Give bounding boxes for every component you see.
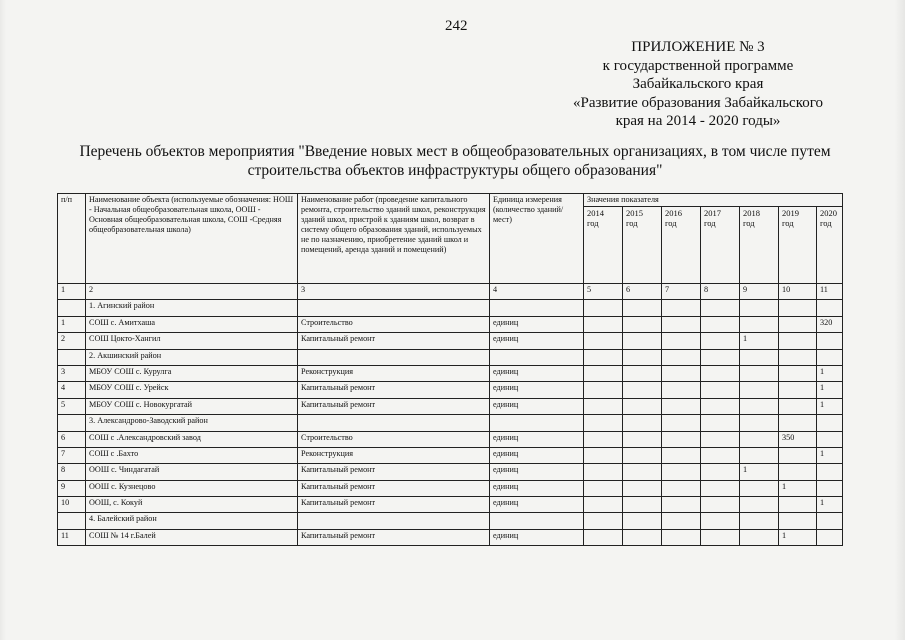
empty-cell xyxy=(817,349,843,365)
empty-cell xyxy=(740,300,779,316)
empty-cell xyxy=(490,513,584,529)
value-cell xyxy=(740,431,779,447)
row-number: 11 xyxy=(58,529,86,545)
empty-cell xyxy=(662,513,701,529)
value-cell xyxy=(584,497,623,513)
row-number: 2 xyxy=(58,333,86,349)
empty-cell xyxy=(662,349,701,365)
object-name: МБОУ СОШ с. Новокургатай xyxy=(86,398,298,414)
unit-measure: единиц xyxy=(490,480,584,496)
unit-measure: единиц xyxy=(490,382,584,398)
value-cell: 1 xyxy=(817,365,843,381)
column-number-row xyxy=(58,284,843,300)
empty-cell xyxy=(701,513,740,529)
empty-cell xyxy=(584,300,623,316)
value-cell xyxy=(740,480,779,496)
empty-cell xyxy=(662,300,701,316)
row-number: 1 xyxy=(58,316,86,332)
empty-cell xyxy=(740,349,779,365)
table-row xyxy=(58,316,843,332)
value-cell xyxy=(701,398,740,414)
column-number: 10 xyxy=(779,284,817,300)
value-cell xyxy=(701,497,740,513)
value-cell xyxy=(662,431,701,447)
value-cell xyxy=(623,316,662,332)
value-cell xyxy=(662,447,701,463)
value-cell xyxy=(623,398,662,414)
empty-cell xyxy=(662,415,701,431)
value-cell xyxy=(662,333,701,349)
work-type: Реконструкция xyxy=(298,365,490,381)
header-year xyxy=(662,207,701,284)
header-year xyxy=(623,207,662,284)
row-number: 7 xyxy=(58,447,86,463)
row-number: 10 xyxy=(58,497,86,513)
value-cell: 1 xyxy=(817,497,843,513)
empty-cell xyxy=(58,349,86,365)
empty-cell xyxy=(584,349,623,365)
column-number: 1 xyxy=(58,284,86,300)
value-cell xyxy=(779,382,817,398)
value-cell xyxy=(623,431,662,447)
empty-cell xyxy=(490,349,584,365)
value-cell xyxy=(701,431,740,447)
district-row xyxy=(58,300,843,316)
value-cell xyxy=(779,316,817,332)
row-number: 9 xyxy=(58,480,86,496)
district-name: 2. Акшинский район xyxy=(86,349,298,365)
value-cell xyxy=(817,333,843,349)
year-label: год xyxy=(665,218,677,228)
header-year xyxy=(779,207,817,284)
value-cell xyxy=(662,316,701,332)
table-row xyxy=(58,497,843,513)
value-cell xyxy=(740,365,779,381)
row-number: 5 xyxy=(58,398,86,414)
table-row xyxy=(58,480,843,496)
value-cell xyxy=(623,365,662,381)
year-label: год xyxy=(587,218,599,228)
work-type: Капитальный ремонт xyxy=(298,333,490,349)
value-cell xyxy=(584,480,623,496)
district-row xyxy=(58,349,843,365)
table-body xyxy=(58,284,843,546)
year-value: 2014 xyxy=(587,208,604,218)
value-cell xyxy=(779,464,817,480)
value-cell xyxy=(584,529,623,545)
empty-cell xyxy=(817,415,843,431)
work-type: Капитальный ремонт xyxy=(298,398,490,414)
value-cell xyxy=(779,447,817,463)
value-cell xyxy=(584,447,623,463)
value-cell xyxy=(817,529,843,545)
value-cell xyxy=(701,529,740,545)
header-year xyxy=(740,207,779,284)
row-number: 6 xyxy=(58,431,86,447)
value-cell xyxy=(662,365,701,381)
empty-cell xyxy=(740,415,779,431)
work-type: Капитальный ремонт xyxy=(298,382,490,398)
year-label: год xyxy=(820,218,832,228)
appendix-line: к государственной программе xyxy=(602,57,794,74)
value-cell: 1 xyxy=(817,447,843,463)
value-cell xyxy=(779,497,817,513)
value-cell xyxy=(584,464,623,480)
work-type: Капитальный ремонт xyxy=(298,480,490,496)
value-cell: 1 xyxy=(817,382,843,398)
value-cell xyxy=(779,333,817,349)
row-number: 4 xyxy=(58,382,86,398)
column-number: 5 xyxy=(584,284,623,300)
object-name: СОШ с. Амитхаша xyxy=(86,316,298,332)
year-label: год xyxy=(743,218,755,228)
header-num: п/п xyxy=(58,194,86,284)
unit-measure: единиц xyxy=(490,464,584,480)
year-value: 2015 xyxy=(626,208,643,218)
value-cell: 1 xyxy=(779,529,817,545)
unit-measure: единиц xyxy=(490,398,584,414)
empty-cell xyxy=(490,415,584,431)
object-name: ООШ с. Кузнецово xyxy=(86,480,298,496)
work-type: Строительство xyxy=(298,316,490,332)
value-cell xyxy=(817,431,843,447)
row-number: 8 xyxy=(58,464,86,480)
empty-cell xyxy=(298,349,490,365)
empty-cell xyxy=(779,415,817,431)
value-cell xyxy=(779,365,817,381)
value-cell xyxy=(662,529,701,545)
object-name: ООШ с. Чиндагатай xyxy=(86,464,298,480)
appendix-line: «Развитие образования Забайкальского xyxy=(572,94,824,111)
object-name: СОШ с .Александровский завод xyxy=(86,431,298,447)
unit-measure: единиц xyxy=(490,316,584,332)
value-cell: 1 xyxy=(740,333,779,349)
year-value: 2020 xyxy=(820,208,837,218)
value-cell xyxy=(740,382,779,398)
object-name: МБОУ СОШ с. Курулга xyxy=(86,365,298,381)
value-cell xyxy=(817,464,843,480)
value-cell xyxy=(584,333,623,349)
empty-cell xyxy=(779,513,817,529)
year-label: год xyxy=(782,218,794,228)
value-cell: 1 xyxy=(779,480,817,496)
appendix-header xyxy=(553,38,843,131)
value-cell xyxy=(584,431,623,447)
appendix-line: края на 2014 - 2020 годы» xyxy=(615,113,781,129)
value-cell xyxy=(623,382,662,398)
empty-cell xyxy=(298,300,490,316)
work-type: Капитальный ремонт xyxy=(298,464,490,480)
object-name: ООШ, с. Кокуй xyxy=(86,497,298,513)
value-cell xyxy=(701,382,740,398)
value-cell xyxy=(701,480,740,496)
appendix-line: ПРИЛОЖЕНИЕ № 3 xyxy=(631,39,765,55)
value-cell: 320 xyxy=(817,316,843,332)
value-cell xyxy=(662,382,701,398)
empty-cell xyxy=(701,300,740,316)
table-header-row xyxy=(58,194,843,207)
work-type: Капитальный ремонт xyxy=(298,497,490,513)
empty-cell xyxy=(490,300,584,316)
value-cell xyxy=(662,464,701,480)
value-cell xyxy=(701,464,740,480)
work-type: Капитальный ремонт xyxy=(298,529,490,545)
empty-cell xyxy=(779,349,817,365)
unit-measure: единиц xyxy=(490,365,584,381)
header-year xyxy=(701,207,740,284)
header-values-group: Значения показателя xyxy=(584,194,843,207)
value-cell xyxy=(623,529,662,545)
value-cell xyxy=(740,316,779,332)
unit-measure: единиц xyxy=(490,431,584,447)
value-cell xyxy=(740,447,779,463)
appendix-line: Забайкальского края xyxy=(632,76,764,92)
value-cell: 1 xyxy=(740,464,779,480)
district-name: 1. Агинский район xyxy=(86,300,298,316)
value-cell xyxy=(584,398,623,414)
empty-cell xyxy=(58,415,86,431)
value-cell xyxy=(584,382,623,398)
unit-measure: единиц xyxy=(490,447,584,463)
value-cell xyxy=(779,398,817,414)
value-cell xyxy=(584,316,623,332)
column-number: 11 xyxy=(817,284,843,300)
empty-cell xyxy=(817,513,843,529)
empty-cell xyxy=(701,415,740,431)
value-cell xyxy=(662,398,701,414)
district-name: 3. Александрово-Заводский район xyxy=(86,415,298,431)
row-number: 3 xyxy=(58,365,86,381)
unit-measure: единиц xyxy=(490,333,584,349)
table-row xyxy=(58,529,843,545)
header-year xyxy=(584,207,623,284)
value-cell xyxy=(701,316,740,332)
value-cell xyxy=(623,447,662,463)
year-value: 2018 xyxy=(743,208,760,218)
unit-measure: единиц xyxy=(490,529,584,545)
column-number: 4 xyxy=(490,284,584,300)
table-row xyxy=(58,333,843,349)
value-cell: 350 xyxy=(779,431,817,447)
column-number: 9 xyxy=(740,284,779,300)
object-name: МБОУ СОШ с. Урейск xyxy=(86,382,298,398)
year-label: год xyxy=(626,218,638,228)
empty-cell xyxy=(584,513,623,529)
object-name: СОШ Цокто-Хангил xyxy=(86,333,298,349)
empty-cell xyxy=(623,513,662,529)
header-year xyxy=(817,207,843,284)
year-value: 2019 xyxy=(782,208,799,218)
table-row xyxy=(58,365,843,381)
column-number: 2 xyxy=(86,284,298,300)
page-number: 242 xyxy=(445,18,468,34)
table-row xyxy=(58,431,843,447)
district-row xyxy=(58,513,843,529)
district-row xyxy=(58,415,843,431)
empty-cell xyxy=(298,513,490,529)
value-cell xyxy=(623,333,662,349)
empty-cell xyxy=(58,300,86,316)
value-cell xyxy=(740,398,779,414)
object-name: СОШ № 14 г.Балей xyxy=(86,529,298,545)
header-works: Наименование работ (проведение капитального ремонта, строительство зданий школ, реконструкция зданий школ, пристрой к зданиям школ, возврат в систему общего образования зданий, используемых не по назначению, приобретение зданий школ и помещений, аренда зданий и помещений) xyxy=(298,194,490,284)
value-cell xyxy=(662,497,701,513)
empty-cell xyxy=(817,300,843,316)
value-cell xyxy=(623,497,662,513)
column-number: 3 xyxy=(298,284,490,300)
value-cell xyxy=(623,464,662,480)
empty-cell xyxy=(623,349,662,365)
year-label: год xyxy=(704,218,716,228)
empty-cell xyxy=(623,300,662,316)
column-number: 6 xyxy=(623,284,662,300)
value-cell xyxy=(662,480,701,496)
empty-cell xyxy=(740,513,779,529)
value-cell xyxy=(701,333,740,349)
empty-cell xyxy=(298,415,490,431)
table-row xyxy=(58,464,843,480)
header-object: Наименование объекта (используемые обозначения: НОШ - Начальная общеобразовательная школа, ООШ - Основная общеобразовательная школа, СОШ -Средняя общеобразовательная школа) xyxy=(86,194,298,284)
column-number: 7 xyxy=(662,284,701,300)
empty-cell xyxy=(779,300,817,316)
year-value: 2016 xyxy=(665,208,682,218)
value-cell xyxy=(623,480,662,496)
empty-cell xyxy=(58,513,86,529)
district-name: 4. Балейский район xyxy=(86,513,298,529)
title-line: строительства объектов инфраструктуры общего образования" xyxy=(247,162,663,179)
value-cell xyxy=(701,447,740,463)
object-name: СОШ с .Бахто xyxy=(86,447,298,463)
work-type: Реконструкция xyxy=(298,447,490,463)
objects-table xyxy=(57,193,843,546)
unit-measure: единиц xyxy=(490,497,584,513)
value-cell xyxy=(584,365,623,381)
empty-cell xyxy=(623,415,662,431)
empty-cell xyxy=(701,349,740,365)
year-value: 2017 xyxy=(704,208,721,218)
value-cell xyxy=(740,497,779,513)
value-cell xyxy=(817,480,843,496)
document-title xyxy=(60,142,850,180)
table-row xyxy=(58,447,843,463)
value-cell xyxy=(740,529,779,545)
work-type: Строительство xyxy=(298,431,490,447)
value-cell xyxy=(701,365,740,381)
table-row xyxy=(58,398,843,414)
empty-cell xyxy=(584,415,623,431)
value-cell: 1 xyxy=(817,398,843,414)
header-unit: Единица измерения (количество зданий/мест) xyxy=(490,194,584,284)
table-row xyxy=(58,382,843,398)
column-number: 8 xyxy=(701,284,740,300)
title-line: Перечень объектов мероприятия "Введение новых мест в общеобразовательных организациях, в том числе путем xyxy=(79,143,831,160)
